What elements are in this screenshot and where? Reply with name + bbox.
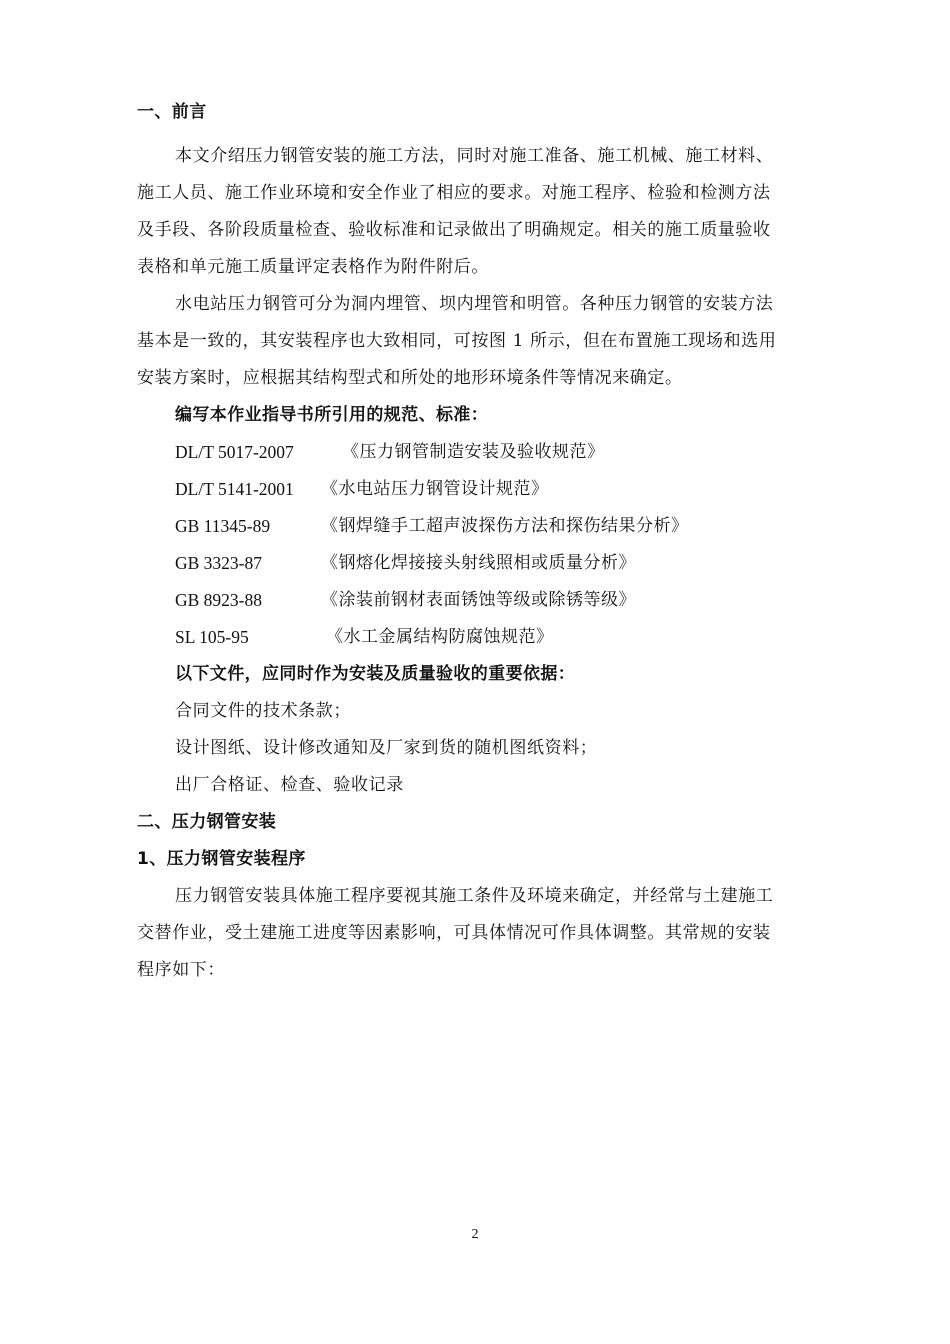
paragraph-line: 及手段、各阶段质量检查、验收标准和记录做出了明确规定。相关的施工质量验收 xyxy=(137,220,771,240)
standard-code: SL 105-95 xyxy=(175,627,249,647)
paragraph-line: 施工人员、施工作业环境和安全作业了相应的要求。对施工程序、检验和检测方法 xyxy=(137,183,771,203)
document-item: 合同文件的技术条款； xyxy=(175,701,351,721)
standard-title: 《水工金属结构防腐蚀规范》 xyxy=(326,627,554,647)
paragraph-line: 水电站压力钢管可分为洞内埋管、坝内埋管和明管。各种压力钢管的安装方法 xyxy=(175,294,774,314)
document-item: 出厂合格证、检查、验收记录 xyxy=(175,775,404,795)
standard-title: 《水电站压力钢管设计规范》 xyxy=(321,479,549,499)
paragraph-line: 程序如下： xyxy=(137,960,225,980)
subsection-heading-procedure: 1、压力钢管安装程序 xyxy=(137,849,306,869)
document-item: 设计图纸、设计修改通知及厂家到货的随机图纸资料； xyxy=(175,738,598,758)
paragraph-line: 基本是一致的，其安装程序也大致相同，可按图 1 所示，但在布置施工现场和选用 xyxy=(137,331,777,351)
section-heading-preface: 一、前言 xyxy=(137,102,207,122)
documents-heading: 以下文件，应同时作为安装及质量验收的重要依据： xyxy=(175,664,576,684)
standards-heading: 编写本作业指导书所引用的规范、标准： xyxy=(175,405,489,425)
page-number: 2 xyxy=(471,1227,479,1242)
standard-code: GB 8923-88 xyxy=(175,590,263,610)
standard-code: GB 3323-87 xyxy=(175,553,263,573)
standard-code: DL/T 5017-2007 xyxy=(175,442,294,462)
standard-title: 《涂装前钢材表面锈蚀等级或除锈等级》 xyxy=(321,590,636,610)
paragraph-line: 压力钢管安装具体施工程序要视其施工条件及环境来确定，并经常与土建施工 xyxy=(175,886,774,906)
paragraph-line: 安装方案时，应根据其结构型式和所处的地形环境条件等情况来确定。 xyxy=(137,368,683,388)
section-heading-installation: 二、压力钢管安装 xyxy=(137,812,277,832)
paragraph-line: 交替作业，受土建施工进度等因素影响，可具体情况可作具体调整。其常规的安装 xyxy=(137,923,771,943)
standard-title: 《钢熔化焊接接头射线照相或质量分析》 xyxy=(321,553,636,573)
standard-code: DL/T 5141-2001 xyxy=(175,479,294,499)
standard-title: 《钢焊缝手工超声波探伤方法和探伤结果分析》 xyxy=(321,516,689,536)
standard-title: 《压力钢管制造安装及验收规范》 xyxy=(342,442,605,462)
standard-code: GB 11345-89 xyxy=(175,516,271,536)
paragraph-line: 本文介绍压力钢管安装的施工方法，同时对施工准备、施工机械、施工材料、 xyxy=(175,146,774,166)
paragraph-line: 表格和单元施工质量评定表格作为附件附后。 xyxy=(137,257,489,277)
